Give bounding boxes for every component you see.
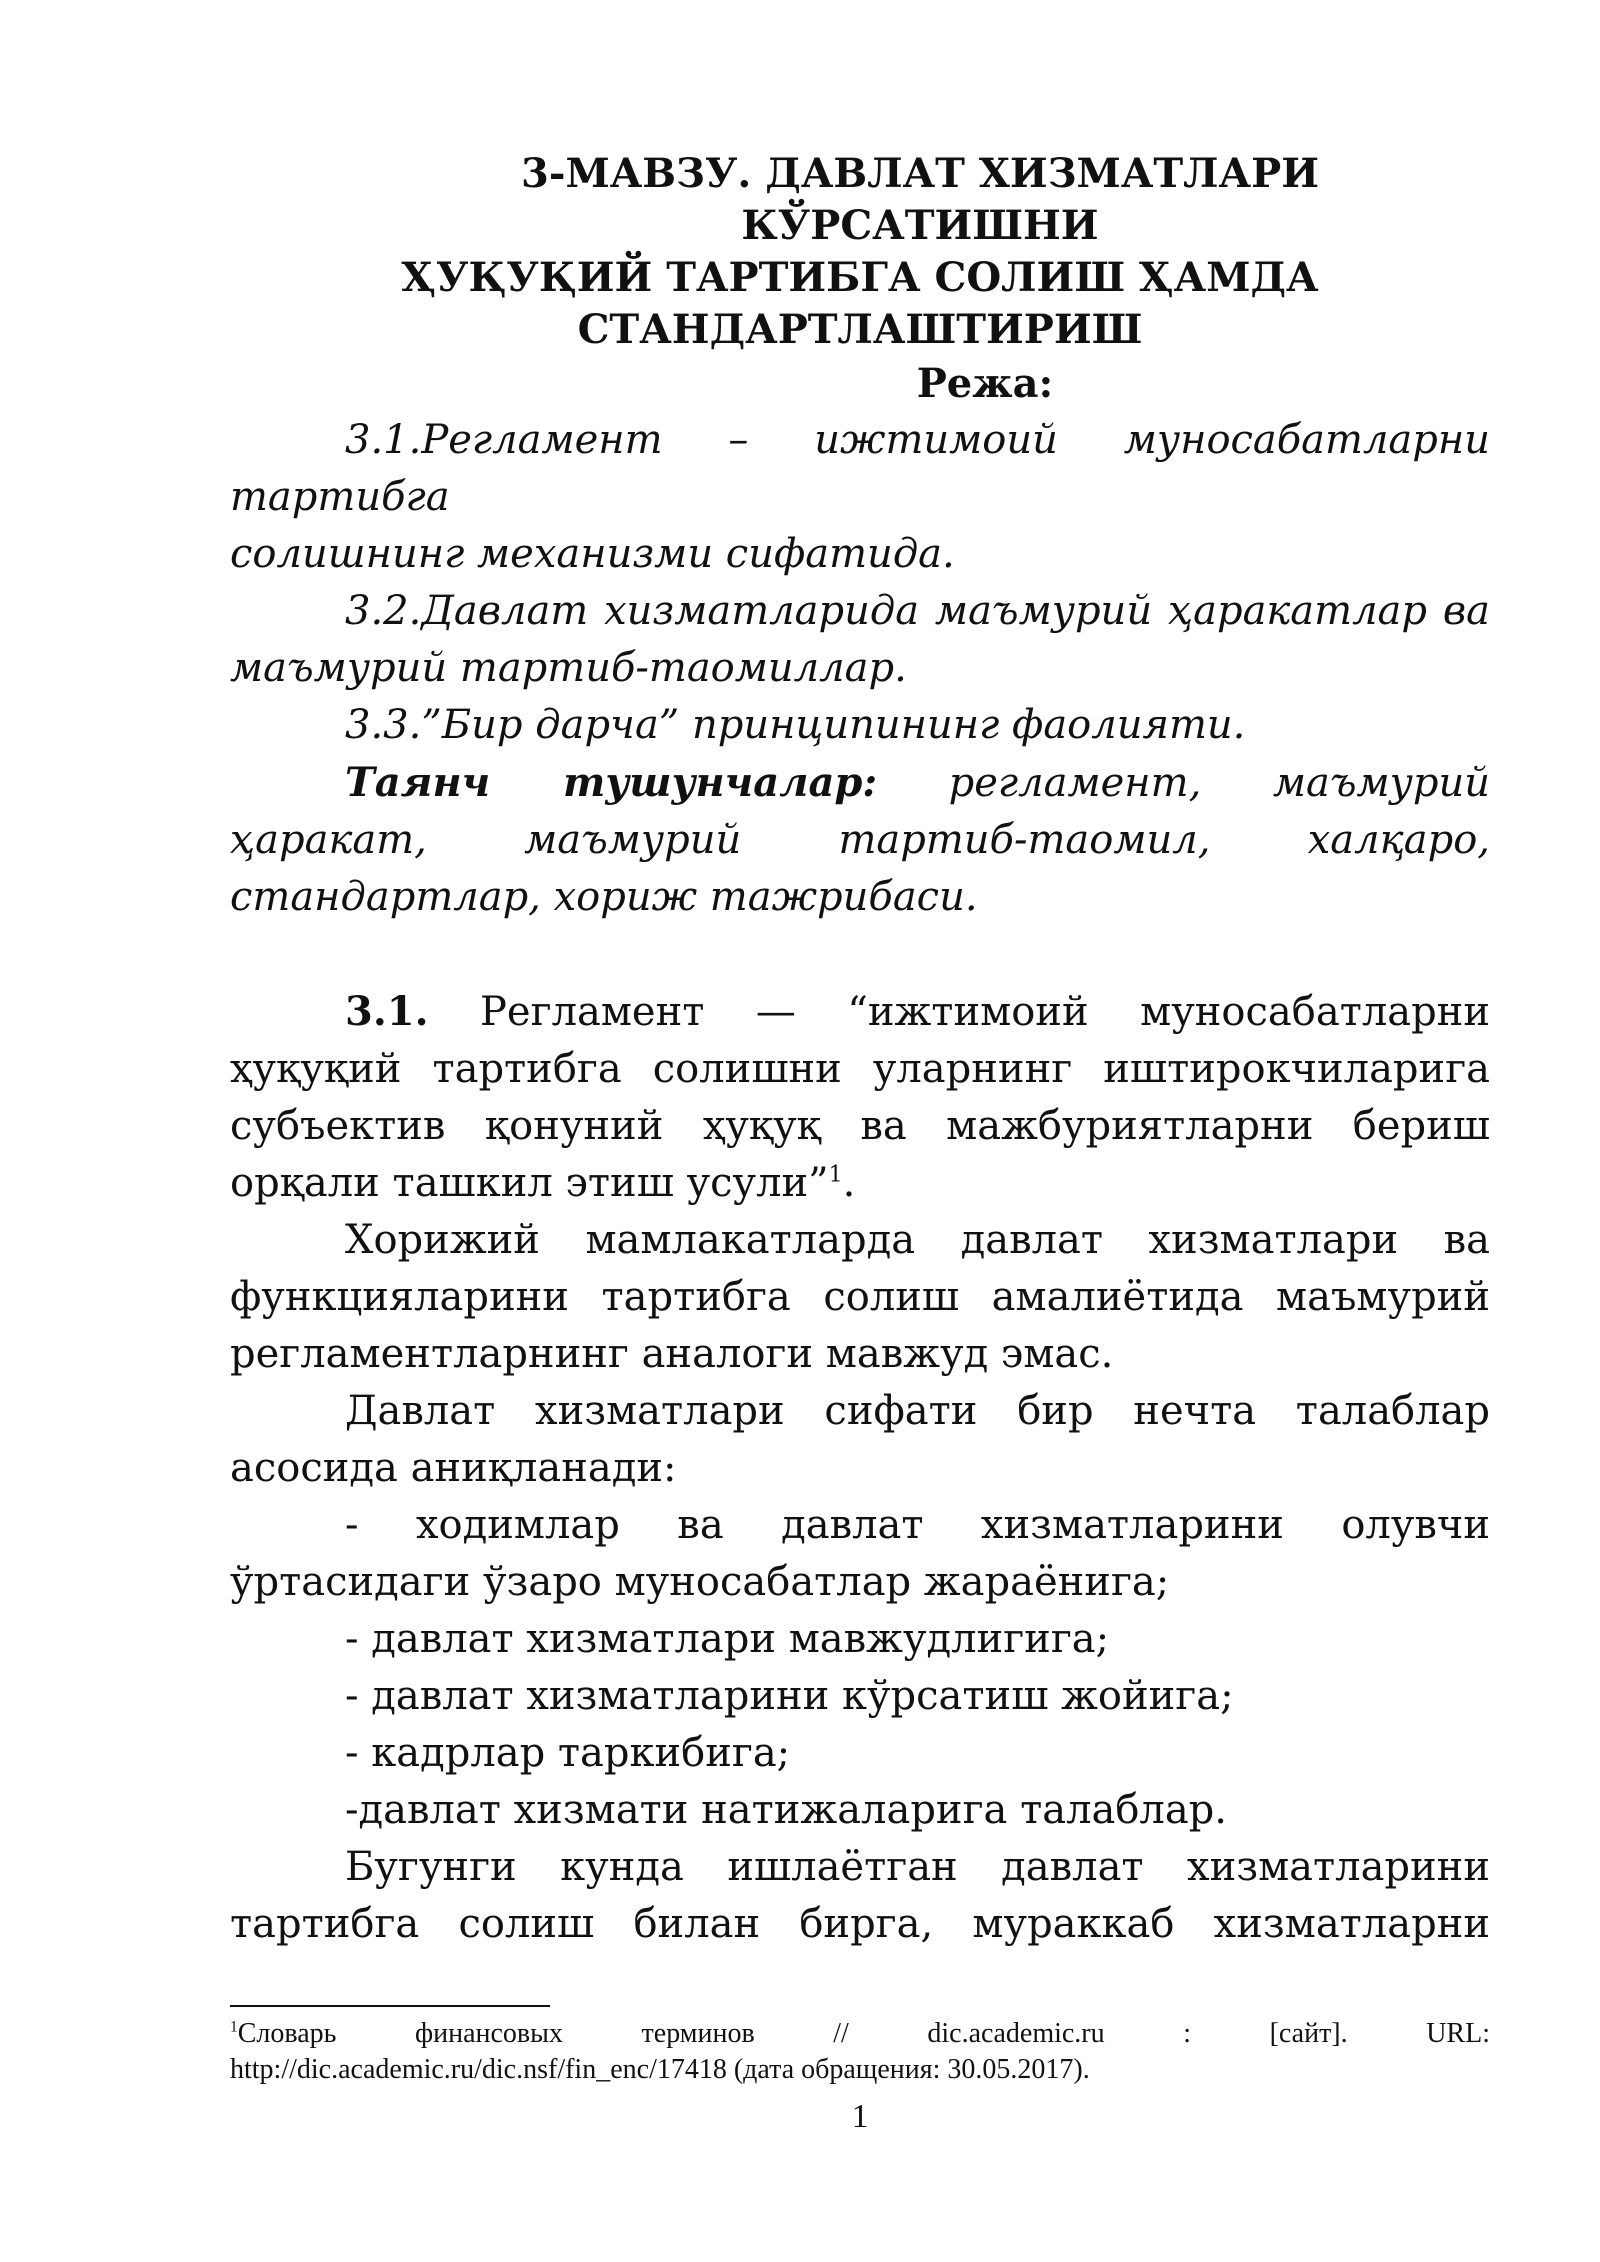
key-concepts-label: Таянч тушунчалар:: [345, 759, 878, 806]
paragraph-foreign-countries: Хорижий мамлакатларда давлат хизматлари ва функцияларини тартибга солиш амалиётида маъмурий регламентларнинг аналоги мавжуд эмас.: [230, 1217, 1490, 1377]
key-concepts: [230, 754, 1490, 926]
paragraph-3-1: [230, 983, 1490, 1212]
plan-item-1-line-2: солишнинг механизми сифатида.: [230, 531, 955, 577]
paragraph-quality-requirements: Давлат хизматлари сифати бир нечта талаблар асосида аниқланади:: [230, 1388, 1490, 1491]
topic-title-line-2: ҲУҚУҚИЙ ТАРТИБГА СОЛИШ ҲАМДА: [401, 254, 1319, 301]
plan-list: [230, 412, 1490, 926]
topic-title-line-3: СТАНДАРТЛАШТИРИШ: [577, 306, 1143, 353]
paragraph-3-1-text: Регламент — “ижтимоий муносабатларни ҳуқуқий тартибга солишни уларнинг иштирокчиларига субъектив қонуний ҳуқуқ ва мажбуриятларни бериш орқали ташкил этиш усули”: [230, 989, 1490, 1206]
list-item-availability: - давлат хизматлари мавжудлигига;: [345, 1616, 1110, 1662]
topic-title: [230, 148, 1490, 356]
topic-title-line-1: 3-МАВЗУ. ДАВЛАТ ХИЗМАТЛАРИ КЎРСАТИШНИ: [521, 150, 1319, 249]
plan-heading: Режа:: [916, 360, 1054, 407]
footnote: [230, 2016, 1490, 2088]
plan-item-3: 3.3.”Бир дарча” принципининг фаолияти.: [345, 702, 1246, 748]
page-number: 1: [851, 2098, 869, 2135]
plan-item-2: 3.2.Давлат хизматларида маъмурий ҳаракатлар ва маъмурий тартиб-таомиллар.: [230, 588, 1490, 691]
document-page: [230, 148, 1490, 1953]
footnote-reference[interactable]: 1: [828, 1162, 843, 1188]
list-item-location: - давлат хизматларини кўрсатиш жойига;: [345, 1673, 1234, 1719]
list-item-personnel: - кадрлар таркибига;: [345, 1730, 791, 1776]
list-item-results: -давлат хизмати натижаларига талаблар.: [345, 1787, 1227, 1833]
plan-item-1-line-1: 3.1.Регламент – ижтимоий муносабатларни тартибга: [230, 417, 1490, 520]
section-number: 3.1.: [345, 988, 429, 1035]
key-concepts-text: регламент, маъмурий ҳаракат, маъмурий тартиб-таомил, халқаро, стандартлар, хориж тажрибаси.: [230, 760, 1490, 920]
footnote-text: Словарь финансовых терминов // dic.academic.ru : [сайт]. URL: http://dic.academic.ru/dic.nsf/fin_enc/17418 (дата обращения: 30.05.2017).: [230, 2018, 1490, 2085]
main-body: [230, 983, 1490, 1953]
footnote-separator: [230, 2005, 550, 2007]
paragraph-today: Бугунги кунда ишлаётган давлат хизматларини тартибга солиш билан бирга, мураккаб хизматларни: [230, 1844, 1490, 1947]
list-item-staff-relations: - ходимлар ва давлат хизматларини олувчи ўртасидаги ўзаро муносабатлар жараёнига;: [230, 1502, 1490, 1605]
paragraph-3-1-end: .: [842, 1160, 856, 1206]
footnote-number: 1: [230, 2018, 238, 2036]
